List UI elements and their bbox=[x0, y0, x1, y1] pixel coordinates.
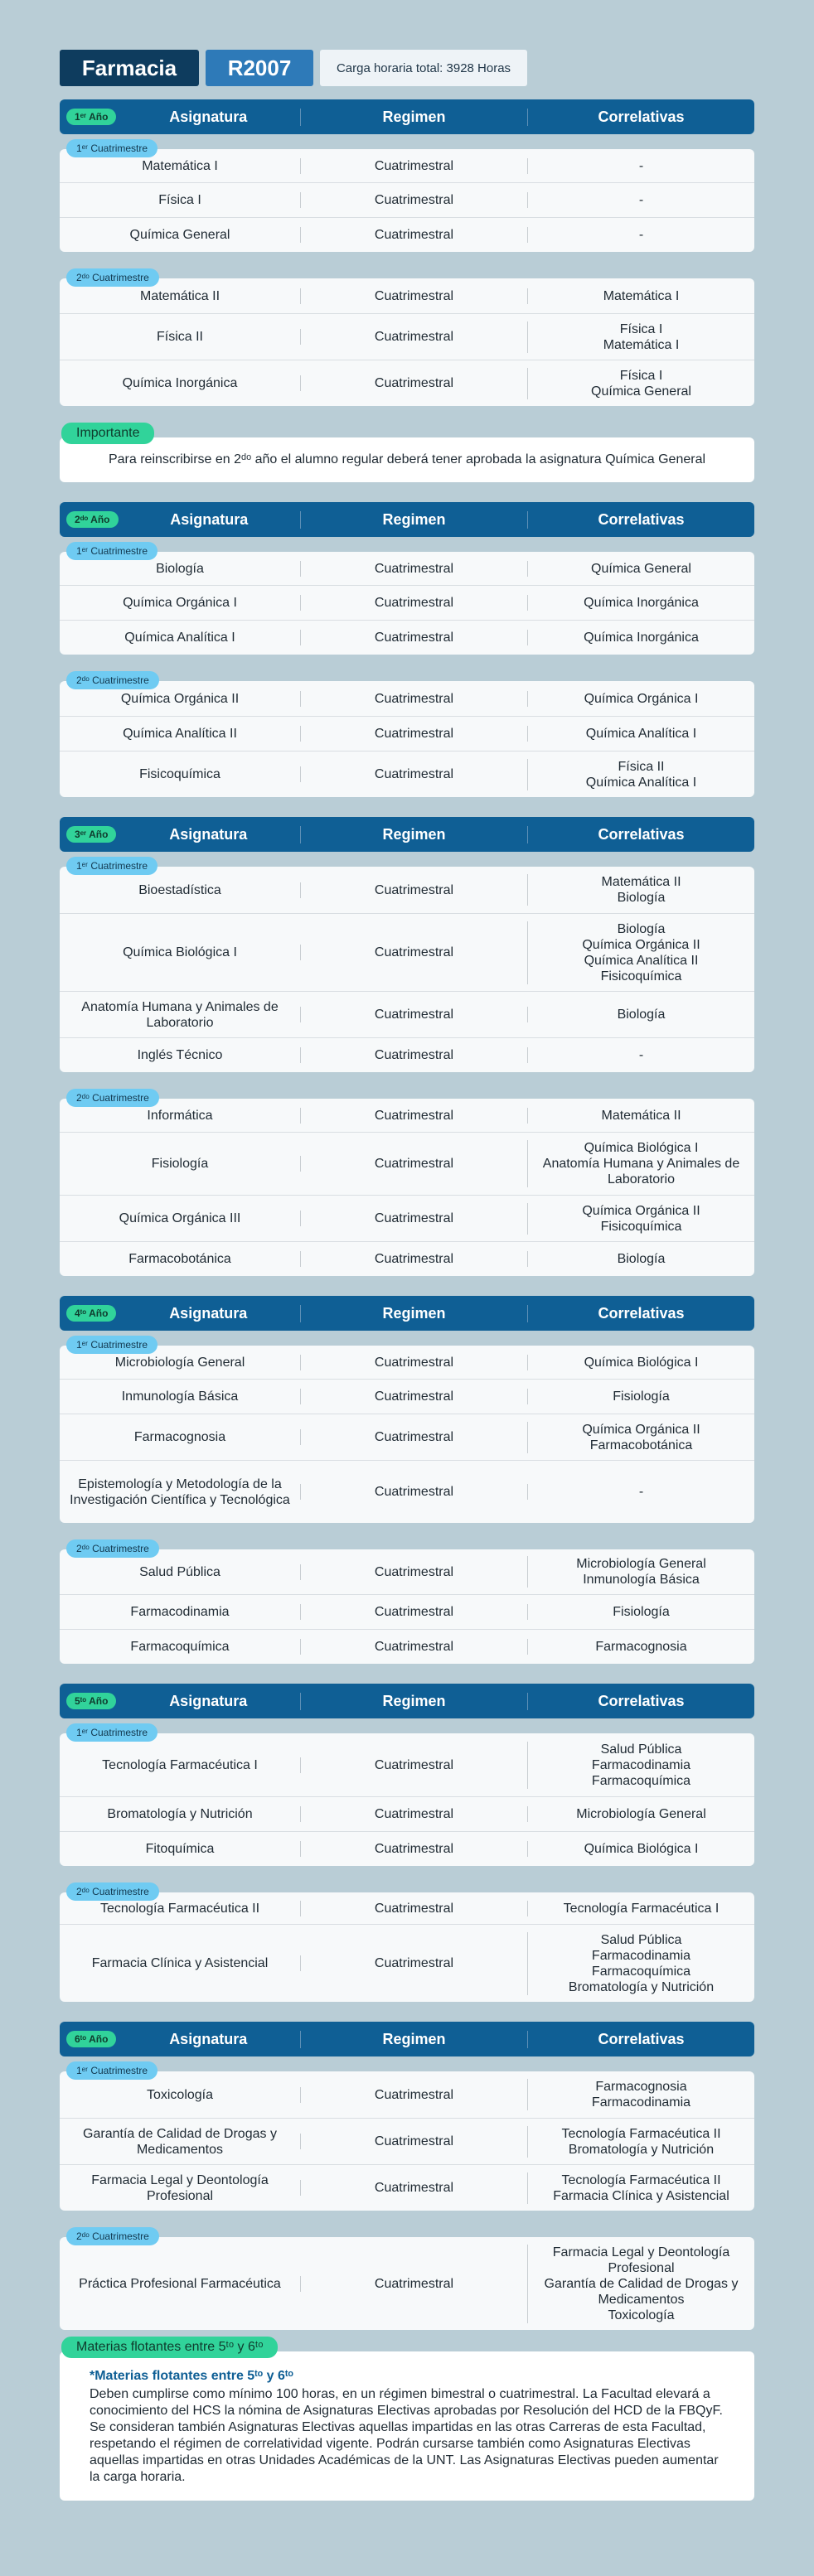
note-gap bbox=[60, 406, 754, 418]
semester-label: 1ᵉʳ Cuatrimestre bbox=[66, 139, 157, 157]
column-prereq: Correlativas bbox=[527, 2031, 754, 2048]
year-header-subject-col bbox=[60, 1305, 300, 1322]
year-gap bbox=[60, 2002, 754, 2022]
prereq-cell: Química Biológica I bbox=[527, 1355, 754, 1370]
semester-gap bbox=[60, 1072, 754, 1084]
semester-table bbox=[60, 1733, 754, 1866]
subject-cell: Biología bbox=[156, 561, 204, 576]
regime-cell: Cuatrimestral bbox=[300, 1841, 527, 1857]
subject-cell: Práctica Profesional Farmacéutica bbox=[79, 2276, 281, 2291]
floating-text: Deben cumplirse como mínimo 100 horas, en un régimen bimestral o cuatrimestral. La Facultad elevará a conocimiento del HCS la nómina de Asignaturas Electivas aprobadas por Resolución del HCD de la FBQyF. Se consideran también Asignaturas Electivas aquellas impartidas en las otras Carreras de esta Facultad, respetando el régimen de correlatividad vigente. Podrán cursarse también como Asignaturas Electivas aquellas impartidas en otras Unidades Académicas de la UNT. Las Asignaturas Electivas pueden aumentar la carga horaria. bbox=[90, 2387, 723, 2484]
column-subject: Asignatura bbox=[170, 510, 249, 528]
regime-cell: Cuatrimestral bbox=[300, 726, 527, 742]
table-row bbox=[60, 182, 754, 217]
subject-cell: Química Orgánica I bbox=[123, 596, 237, 610]
years-container bbox=[60, 99, 754, 2330]
prereq-cell: Física I Matemática I bbox=[527, 321, 754, 353]
regime-cell: Cuatrimestral bbox=[300, 1484, 527, 1500]
table-row bbox=[60, 716, 754, 751]
column-subject: Asignatura bbox=[169, 825, 248, 843]
semester-table bbox=[60, 2071, 754, 2211]
subject-cell: Química Orgánica II bbox=[120, 691, 240, 706]
semester-gap bbox=[60, 1866, 754, 1878]
table-row bbox=[60, 313, 754, 360]
table-row bbox=[60, 913, 754, 991]
prereq-cell: Química Inorgánica bbox=[527, 595, 754, 611]
year-section bbox=[60, 1684, 754, 2002]
year-gap bbox=[60, 797, 754, 817]
subject-cell: Tecnología Farmacéutica I bbox=[102, 1757, 258, 1772]
subject-cell: Toxicología bbox=[146, 2087, 214, 2102]
semester-table bbox=[60, 681, 754, 797]
year-header bbox=[60, 1684, 754, 1718]
regime-cell: Cuatrimestral bbox=[300, 766, 527, 782]
table-row bbox=[60, 1924, 754, 2002]
table-row bbox=[60, 1099, 754, 1132]
year-label: 1ᵉʳ Año bbox=[66, 109, 116, 125]
table-row bbox=[60, 1460, 754, 1523]
subject-cell: Fisiología bbox=[151, 1157, 209, 1171]
prereq-cell: Farmacognosia bbox=[527, 1639, 754, 1655]
prereq-cell: Microbiología General Inmunología Básica bbox=[527, 1556, 754, 1588]
table-row bbox=[60, 217, 754, 252]
year-section bbox=[60, 502, 754, 797]
column-subject: Asignatura bbox=[169, 1304, 248, 1322]
year-header-subject-col bbox=[60, 826, 300, 843]
table-row bbox=[60, 1241, 754, 1276]
subject-cell: Farmacobotánica bbox=[128, 1252, 231, 1266]
semester-table bbox=[60, 1892, 754, 2002]
prereq-cell: Salud Pública Farmacodinamia Farmacoquímica bbox=[527, 1742, 754, 1789]
semester-table bbox=[60, 1549, 754, 1664]
regime-cell: Cuatrimestral bbox=[300, 630, 527, 645]
floating-card bbox=[60, 2351, 754, 2501]
regime-cell: Cuatrimestral bbox=[300, 1639, 527, 1655]
regime-cell: Cuatrimestral bbox=[300, 1108, 527, 1124]
subject-cell: Fitoquímica bbox=[145, 1842, 215, 1856]
regime-cell: Cuatrimestral bbox=[300, 1757, 527, 1773]
regime-cell: Cuatrimestral bbox=[300, 1429, 527, 1445]
prereq-cell: - bbox=[527, 158, 754, 174]
prereq-cell: Tecnología Farmacéutica I bbox=[527, 1901, 754, 1916]
year-header bbox=[60, 99, 754, 134]
subject-cell: Química Analítica II bbox=[123, 727, 237, 741]
year-label: 5ᵗᵒ Año bbox=[66, 1693, 116, 1709]
prereq-cell: Física II Química Analítica I bbox=[527, 759, 754, 790]
year-section bbox=[60, 2022, 754, 2330]
column-regime: Regimen bbox=[300, 511, 527, 529]
year-gap bbox=[60, 1664, 754, 1684]
year-label: 6ᵗᵒ Año bbox=[66, 2031, 116, 2047]
semester-gap bbox=[60, 1523, 754, 1534]
regime-cell: Cuatrimestral bbox=[300, 375, 527, 391]
table-row bbox=[60, 585, 754, 620]
prereq-cell: Física I Química General bbox=[527, 368, 754, 399]
year-label: 4ᵗᵒ Año bbox=[66, 1305, 116, 1322]
semester-label: 1ᵉʳ Cuatrimestre bbox=[66, 1336, 157, 1354]
column-subject: Asignatura bbox=[169, 1692, 248, 1709]
column-regime: Regimen bbox=[300, 1305, 527, 1322]
year-header bbox=[60, 817, 754, 852]
subject-cell: Química Inorgánica bbox=[122, 376, 238, 390]
regime-cell: Cuatrimestral bbox=[300, 561, 527, 577]
subject-cell: Epistemología y Metodología de la Investigación Científica y Tecnológica bbox=[70, 1476, 290, 1507]
table-row bbox=[60, 149, 754, 182]
prereq-cell: Matemática II Biología bbox=[527, 874, 754, 906]
column-prereq: Correlativas bbox=[527, 826, 754, 843]
semester-label: 1ᵉʳ Cuatrimestre bbox=[66, 857, 157, 875]
floating-label: Materias flotantes entre 5ᵗᵒ y 6ᵗᵒ bbox=[61, 2337, 278, 2358]
subject-cell: Química Orgánica III bbox=[119, 1211, 241, 1225]
year-header-subject-col bbox=[60, 511, 300, 529]
table-row bbox=[60, 1037, 754, 1072]
regime-cell: Cuatrimestral bbox=[300, 1604, 527, 1620]
semester-gap bbox=[60, 2211, 754, 2222]
subject-cell: Salud Pública bbox=[139, 1564, 220, 1579]
subject-cell: Garantía de Calidad de Drogas y Medicamentos bbox=[83, 2126, 277, 2157]
subject-cell: Matemática II bbox=[139, 288, 220, 303]
plan-of-studies bbox=[60, 50, 754, 2501]
regime-cell: Cuatrimestral bbox=[300, 691, 527, 707]
prereq-cell: Química Inorgánica bbox=[527, 630, 754, 645]
semester-label: 2ᵈᵒ Cuatrimestre bbox=[66, 1882, 159, 1901]
prereq-cell: Farmacognosia Farmacodinamia bbox=[527, 2079, 754, 2110]
semester-table bbox=[60, 278, 754, 406]
subject-cell: Química Analítica I bbox=[124, 631, 235, 645]
prereq-cell: Biología bbox=[527, 1251, 754, 1267]
floating-title: *Materias flotantes entre 5ᵗᵒ y 6ᵗᵒ bbox=[90, 2369, 293, 2383]
column-regime: Regimen bbox=[300, 109, 527, 126]
regime-cell: Cuatrimestral bbox=[300, 2180, 527, 2196]
year-label: 2ᵈᵒ Año bbox=[66, 511, 119, 528]
important-label: Importante bbox=[61, 423, 154, 444]
prereq-cell: - bbox=[527, 192, 754, 208]
column-regime: Regimen bbox=[300, 2031, 527, 2048]
column-prereq: Correlativas bbox=[527, 1693, 754, 1710]
regime-cell: Cuatrimestral bbox=[300, 329, 527, 345]
subject-cell: Farmacia Legal y Deontología Profesional bbox=[91, 2172, 269, 2203]
prereq-cell: Tecnología Farmacéutica II Farmacia Clínica y Asistencial bbox=[527, 2172, 754, 2204]
regime-cell: Cuatrimestral bbox=[300, 1389, 527, 1404]
important-note: Para reinscribirse en 2ᵈᵒ año el alumno regular deberá tener aprobada la asignatura Química General bbox=[60, 437, 754, 482]
prereq-cell: Fisiología bbox=[527, 1389, 754, 1404]
regime-cell: Cuatrimestral bbox=[300, 1156, 527, 1172]
prereq-cell: - bbox=[527, 1047, 754, 1063]
subject-cell: Física II bbox=[156, 330, 203, 344]
table-row bbox=[60, 1831, 754, 1866]
regime-cell: Cuatrimestral bbox=[300, 158, 527, 174]
prereq-cell: Biología Química Orgánica II Química Analítica II Fisicoquímica bbox=[527, 921, 754, 984]
regime-cell: Cuatrimestral bbox=[300, 1211, 527, 1226]
semester-table bbox=[60, 149, 754, 252]
year-header bbox=[60, 2022, 754, 2056]
subject-cell: Informática bbox=[147, 1108, 213, 1123]
regime-cell: Cuatrimestral bbox=[300, 882, 527, 898]
semester-label: 2ᵈᵒ Cuatrimestre bbox=[66, 671, 159, 689]
regime-cell: Cuatrimestral bbox=[300, 945, 527, 960]
table-row bbox=[60, 1892, 754, 1924]
table-row bbox=[60, 2164, 754, 2211]
column-regime: Regimen bbox=[300, 826, 527, 843]
subject-cell: Fisicoquímica bbox=[139, 767, 220, 781]
prereq-cell: Química Orgánica I bbox=[527, 691, 754, 707]
prereq-cell: Química Orgánica II Fisicoquímica bbox=[527, 1203, 754, 1235]
semester-label: 2ᵈᵒ Cuatrimestre bbox=[66, 1539, 159, 1558]
table-row bbox=[60, 991, 754, 1037]
column-prereq: Correlativas bbox=[527, 511, 754, 529]
regime-cell: Cuatrimestral bbox=[300, 1901, 527, 1916]
regime-cell: Cuatrimestral bbox=[300, 1007, 527, 1022]
regime-cell: Cuatrimestral bbox=[300, 2134, 527, 2149]
column-prereq: Correlativas bbox=[527, 109, 754, 126]
column-subject: Asignatura bbox=[169, 108, 248, 125]
regime-cell: Cuatrimestral bbox=[300, 1806, 527, 1822]
prereq-cell: Microbiología General bbox=[527, 1806, 754, 1822]
regime-cell: Cuatrimestral bbox=[300, 2276, 527, 2292]
semester-table bbox=[60, 552, 754, 655]
subject-cell: Bromatología y Nutrición bbox=[107, 1807, 253, 1821]
prereq-cell: - bbox=[527, 227, 754, 243]
table-row bbox=[60, 867, 754, 913]
prereq-cell: Química Biológica I Anatomía Humana y Animales de Laboratorio bbox=[527, 1140, 754, 1187]
semester-label: 2ᵈᵒ Cuatrimestre bbox=[66, 2227, 159, 2245]
column-subject: Asignatura bbox=[169, 2030, 248, 2047]
table-row bbox=[60, 552, 754, 585]
semester-label: 1ᵉʳ Cuatrimestre bbox=[66, 2061, 157, 2080]
semester-table bbox=[60, 1099, 754, 1276]
subject-cell: Microbiología General bbox=[114, 1355, 245, 1370]
semester-table bbox=[60, 867, 754, 1072]
regime-cell: Cuatrimestral bbox=[300, 2087, 527, 2103]
subject-cell: Farmacognosia bbox=[133, 1430, 226, 1444]
prereq-cell: Salud Pública Farmacodinamia Farmacoquímica Bromatología y Nutrición bbox=[527, 1932, 754, 1995]
table-row bbox=[60, 1594, 754, 1629]
semester-label: 2ᵈᵒ Cuatrimestre bbox=[66, 1089, 159, 1107]
table-row bbox=[60, 278, 754, 313]
semester-label: 1ᵉʳ Cuatrimestre bbox=[66, 1723, 157, 1742]
prereq-cell: Matemática I bbox=[527, 288, 754, 304]
subject-cell: Farmacia Clínica y Asistencial bbox=[91, 1956, 269, 1970]
subject-cell: Química General bbox=[129, 228, 230, 242]
table-row bbox=[60, 1132, 754, 1195]
career-tag: Farmacia bbox=[60, 50, 199, 86]
subject-cell: Farmacodinamia bbox=[130, 1605, 230, 1619]
semester-table bbox=[60, 1346, 754, 1523]
year-section bbox=[60, 817, 754, 1276]
year-header-subject-col bbox=[60, 1693, 300, 1710]
prereq-cell: Química Analítica I bbox=[527, 726, 754, 742]
regime-cell: Cuatrimestral bbox=[300, 1955, 527, 1971]
subject-cell: Inmunología Básica bbox=[121, 1389, 239, 1404]
semester-table bbox=[60, 2237, 754, 2330]
table-row bbox=[60, 751, 754, 797]
regime-cell: Cuatrimestral bbox=[300, 1251, 527, 1267]
prereq-cell: Química Orgánica II Farmacobotánica bbox=[527, 1422, 754, 1453]
prereq-cell: Tecnología Farmacéutica II Bromatología y Nutrición bbox=[527, 2126, 754, 2158]
year-header bbox=[60, 1296, 754, 1331]
table-row bbox=[60, 1414, 754, 1460]
prereq-cell: Matemática II bbox=[527, 1108, 754, 1124]
hours-tag: Carga horaria total: 3928 Horas bbox=[320, 50, 527, 86]
subject-cell: Bioestadística bbox=[138, 882, 221, 897]
header-tags bbox=[60, 50, 754, 86]
table-row bbox=[60, 1346, 754, 1379]
table-row bbox=[60, 2071, 754, 2118]
table-row bbox=[60, 1733, 754, 1796]
prereq-cell: Farmacia Legal y Deontología Profesional Garantía de Calidad de Drogas y Medicamentos Toxicología bbox=[527, 2245, 754, 2323]
subject-cell: Tecnología Farmacéutica II bbox=[99, 1901, 260, 1916]
plan-tag: R2007 bbox=[206, 50, 313, 86]
prereq-cell: Química Biológica I bbox=[527, 1841, 754, 1857]
prereq-cell: Fisiología bbox=[527, 1604, 754, 1620]
subject-cell: Química Biológica I bbox=[123, 945, 237, 959]
column-regime: Regimen bbox=[300, 1693, 527, 1710]
table-row bbox=[60, 620, 754, 655]
subject-cell: Física I bbox=[158, 193, 201, 207]
year-label: 3ᵉʳ Año bbox=[66, 826, 116, 843]
year-section bbox=[60, 99, 754, 482]
semester-label: 1ᵉʳ Cuatrimestre bbox=[66, 542, 157, 560]
prereq-cell: - bbox=[527, 1484, 754, 1500]
regime-cell: Cuatrimestral bbox=[300, 1047, 527, 1063]
table-row bbox=[60, 1549, 754, 1594]
year-gap bbox=[60, 482, 754, 502]
table-row bbox=[60, 2118, 754, 2164]
semester-label: 2ᵈᵒ Cuatrimestre bbox=[66, 268, 159, 287]
table-row bbox=[60, 360, 754, 406]
table-row bbox=[60, 2237, 754, 2330]
subject-cell: Farmacoquímica bbox=[130, 1640, 230, 1654]
year-gap bbox=[60, 1276, 754, 1296]
regime-cell: Cuatrimestral bbox=[300, 227, 527, 243]
year-section bbox=[60, 1296, 754, 1664]
regime-cell: Cuatrimestral bbox=[300, 595, 527, 611]
table-row bbox=[60, 681, 754, 716]
table-row bbox=[60, 1195, 754, 1241]
prereq-cell: Química General bbox=[527, 561, 754, 577]
regime-cell: Cuatrimestral bbox=[300, 192, 527, 208]
subject-cell: Inglés Técnico bbox=[137, 1048, 223, 1062]
table-row bbox=[60, 1379, 754, 1414]
prereq-cell: Biología bbox=[527, 1007, 754, 1022]
floating-section bbox=[60, 2337, 754, 2501]
subject-cell: Matemática I bbox=[142, 158, 218, 173]
subject-cell: Anatomía Humana y Animales de Laboratorio bbox=[81, 999, 279, 1030]
regime-cell: Cuatrimestral bbox=[300, 1564, 527, 1580]
year-header-subject-col bbox=[60, 109, 300, 126]
regime-cell: Cuatrimestral bbox=[300, 1355, 527, 1370]
year-header-subject-col bbox=[60, 2031, 300, 2048]
column-prereq: Correlativas bbox=[527, 1305, 754, 1322]
table-row bbox=[60, 1629, 754, 1664]
year-header bbox=[60, 502, 754, 537]
regime-cell: Cuatrimestral bbox=[300, 288, 527, 304]
semester-gap bbox=[60, 252, 754, 263]
table-row bbox=[60, 1796, 754, 1831]
semester-gap bbox=[60, 655, 754, 666]
